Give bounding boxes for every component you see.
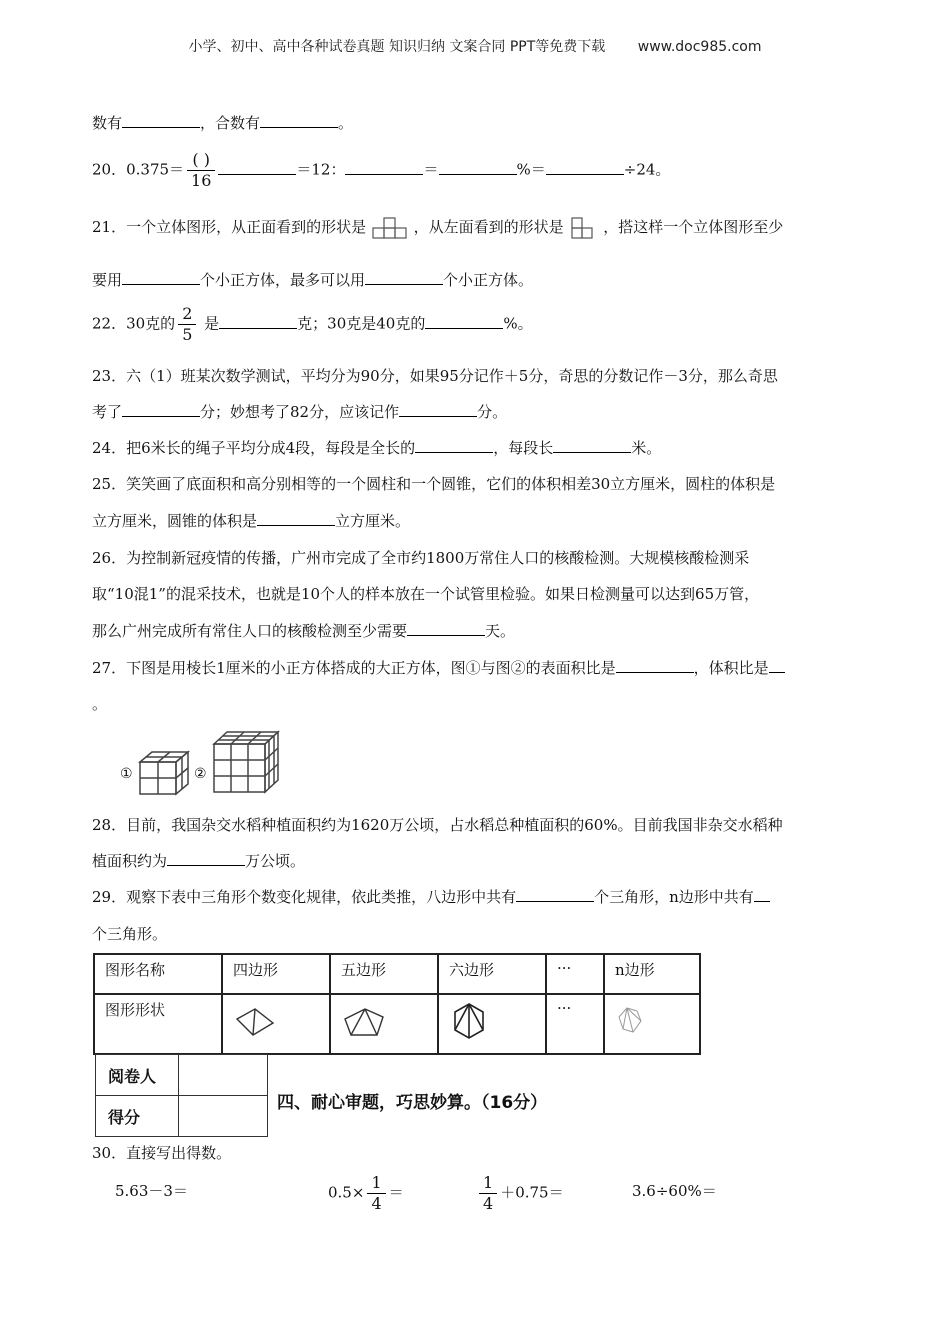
q27-text-c: 。 bbox=[92, 695, 108, 713]
cube-label-1: ① bbox=[120, 766, 133, 782]
q28-blank-1[interactable] bbox=[167, 851, 245, 866]
q21-text-b: ，从左面看到的形状是 bbox=[413, 218, 564, 236]
q29-line-2 bbox=[92, 924, 167, 944]
q22-fraction bbox=[178, 304, 196, 345]
q25-text-c: 立方厘米。 bbox=[335, 512, 411, 530]
table-row bbox=[96, 1055, 268, 1096]
q19-text-a: 数有 bbox=[92, 114, 123, 132]
q25-blank-1[interactable] bbox=[257, 511, 335, 526]
table-cell: ··· bbox=[546, 954, 604, 994]
table-row bbox=[96, 1096, 268, 1137]
table-cell: 六边形 bbox=[438, 954, 546, 994]
calc-3-fraction bbox=[479, 1173, 497, 1214]
q20-blank-3[interactable] bbox=[439, 160, 517, 175]
n-gon-icon bbox=[615, 1005, 645, 1035]
q22-text-b: 是 bbox=[204, 314, 220, 333]
q21-text-d: 要用 bbox=[92, 271, 123, 289]
table-cell bbox=[438, 994, 546, 1054]
grader-score-field[interactable] bbox=[179, 1096, 268, 1137]
q23-text-d: 分。 bbox=[477, 403, 508, 421]
pentagon-icon bbox=[341, 1005, 387, 1039]
q26-line-3 bbox=[92, 621, 515, 641]
q23-text-c: 分；妙想考了82分，应该记作 bbox=[200, 403, 400, 421]
header-site[interactable]: www.doc985.com bbox=[637, 39, 762, 55]
q20-fraction bbox=[187, 150, 215, 191]
front-view-icon bbox=[371, 216, 409, 240]
q28-text-a: 28．目前，我国杂交水稻种植面积约为1620万公顷，占水稻总种植面积的60%。目前我国非杂交水稻种 bbox=[92, 816, 783, 834]
q26-text-c: 那么广州完成所有常住人口的核酸检测至少需要 bbox=[92, 622, 408, 640]
calc-2-text-a: 0.5× bbox=[328, 1183, 365, 1202]
q24-line bbox=[92, 438, 661, 458]
q21-blank-1[interactable] bbox=[122, 270, 200, 285]
q26-text-d: 天。 bbox=[485, 622, 516, 640]
q21-text-c: ，搭这样一个立体图形至少 bbox=[603, 218, 784, 236]
table-cell bbox=[222, 994, 330, 1054]
q20-text-e: ÷24。 bbox=[623, 160, 671, 179]
q27-blank-1[interactable] bbox=[616, 658, 694, 673]
q19-blank-1[interactable] bbox=[122, 113, 200, 128]
q21-line-1 bbox=[92, 216, 783, 240]
table-row bbox=[94, 994, 700, 1054]
q22-text-a: 22．30克的 bbox=[92, 314, 176, 333]
calc-2-fraction bbox=[367, 1173, 385, 1214]
q28-line-1 bbox=[92, 815, 783, 835]
q19-text-c: 。 bbox=[338, 114, 354, 132]
q21-blank-2[interactable] bbox=[365, 270, 443, 285]
q22-text-d: %。 bbox=[503, 314, 533, 333]
q23-line-1 bbox=[92, 366, 778, 386]
table-cell: n边形 bbox=[604, 954, 700, 994]
table-cell bbox=[330, 994, 438, 1054]
q24-text-a: 24．把6米长的绳子平均分成4段，每段是全长的 bbox=[92, 439, 416, 457]
q20-denominator: 16 bbox=[191, 171, 212, 190]
q26-blank-1[interactable] bbox=[407, 621, 485, 636]
q20-text-c: ＝ bbox=[423, 160, 439, 179]
calc-2-numerator: 1 bbox=[367, 1173, 385, 1194]
q21-text-a: 21．一个立体图形，从正面看到的形状是 bbox=[92, 218, 367, 236]
q19-blank-2[interactable] bbox=[260, 113, 338, 128]
calc-2-denominator: 4 bbox=[371, 1194, 382, 1213]
hexagon-icon bbox=[449, 1001, 489, 1041]
calc-3-text-b: ＋0.75＝ bbox=[500, 1183, 564, 1202]
q22-line bbox=[92, 304, 533, 345]
table-cell: 四边形 bbox=[222, 954, 330, 994]
q22-blank-1[interactable] bbox=[219, 314, 297, 329]
q22-numerator: 2 bbox=[178, 304, 196, 325]
q21-text-e: 个小正方体，最多可以用 bbox=[200, 271, 366, 289]
grader-box bbox=[95, 1054, 268, 1137]
q20-blank-1[interactable] bbox=[218, 160, 296, 175]
calc-1: 5.63－3＝ bbox=[115, 1182, 188, 1200]
calc-2-text-b: ＝ bbox=[388, 1183, 404, 1202]
q20-numerator: ( ) bbox=[187, 150, 215, 171]
cube-3x3-icon bbox=[210, 728, 282, 796]
calc-3-denominator: 4 bbox=[483, 1194, 494, 1213]
q25-line-2 bbox=[92, 511, 410, 531]
q22-blank-2[interactable] bbox=[425, 314, 503, 329]
q20-text-a: 20．0.375＝ bbox=[92, 160, 185, 179]
page-header bbox=[0, 36, 950, 56]
section-title: 四、耐心审题，巧思妙算。（16分） bbox=[277, 1093, 548, 1113]
q21-text-f: 个小正方体。 bbox=[443, 271, 534, 289]
q25-line-1 bbox=[92, 474, 775, 494]
q27-line-1 bbox=[92, 658, 785, 678]
q24-text-c: 米。 bbox=[631, 439, 662, 457]
q27-line-2 bbox=[92, 694, 107, 714]
cube-label-2: ② bbox=[194, 766, 207, 782]
q26-line-2 bbox=[92, 584, 759, 604]
q27-blank-2[interactable] bbox=[769, 658, 785, 673]
q26-text-b: 取“10混1”的混采技术，也就是10个人的样本放在一个试管里检验。如果日检测量可以达到65万管， bbox=[92, 585, 760, 603]
grader-label-reviewer: 阅卷人 bbox=[96, 1055, 179, 1096]
calc-3 bbox=[476, 1173, 564, 1214]
q25-text-b: 立方厘米，圆锥的体积是 bbox=[92, 512, 258, 530]
table-cell: 图形名称 bbox=[94, 954, 222, 994]
table-cell: ··· bbox=[546, 994, 604, 1054]
q23-blank-1[interactable] bbox=[122, 402, 200, 417]
q23-blank-2[interactable] bbox=[399, 402, 477, 417]
q19-text-b: ，合数有 bbox=[200, 114, 261, 132]
calc-4: 3.6÷60%＝ bbox=[632, 1182, 717, 1200]
cube-2x2-icon bbox=[136, 748, 192, 798]
q22-denominator: 5 bbox=[182, 325, 193, 344]
q23-line-2 bbox=[92, 402, 507, 422]
q20-blank-2[interactable] bbox=[345, 160, 423, 175]
header-text: 小学、初中、高中各种试卷真题 知识归纳 文案合同 PPT等免费下载 bbox=[188, 39, 606, 55]
polygon-table bbox=[93, 953, 701, 1055]
q30-title: 30．直接写出得数。 bbox=[92, 1144, 232, 1162]
q27-text-a: 27．下图是用棱长1厘米的小正方体搭成的大正方体，图①与图②的表面积比是 bbox=[92, 659, 616, 677]
calc-2 bbox=[328, 1173, 404, 1214]
q29-blank-1[interactable] bbox=[516, 887, 594, 902]
q27-text-b: ，体积比是 bbox=[693, 659, 769, 677]
q22-text-c: 克；30克是40克的 bbox=[297, 314, 426, 333]
q28-line-2 bbox=[92, 851, 305, 871]
table-cell bbox=[604, 994, 700, 1054]
table-row bbox=[94, 954, 700, 994]
left-view-icon bbox=[568, 216, 598, 240]
table-cell: 图形形状 bbox=[94, 994, 222, 1054]
q29-text-b: 个三角形，n边形中共有 bbox=[594, 888, 754, 906]
q19-line bbox=[92, 113, 353, 133]
q29-line-1 bbox=[92, 887, 770, 907]
q20-blank-4[interactable] bbox=[546, 160, 624, 175]
q24-text-b: ，每段长 bbox=[493, 439, 554, 457]
calc-3-numerator: 1 bbox=[479, 1173, 497, 1194]
quadrilateral-icon bbox=[233, 1005, 277, 1039]
q29-blank-2[interactable] bbox=[754, 887, 770, 902]
q26-text-a: 26．为控制新冠疫情的传播，广州市完成了全市约1800万常住人口的核酸检测。大规模核酸检测采 bbox=[92, 549, 750, 567]
q20-text-d: %＝ bbox=[516, 160, 546, 179]
q28-text-c: 万公顷。 bbox=[245, 852, 306, 870]
q20-text-b: ＝12： bbox=[296, 160, 346, 179]
q28-text-b: 植面积约为 bbox=[92, 852, 168, 870]
q23-text-a: 23．六（1）班某次数学测试，平均分为90分，如果95分记作＋5分，奇思的分数记作－3分，那么奇思 bbox=[92, 367, 778, 385]
q21-line-2 bbox=[92, 270, 533, 290]
q26-line-1 bbox=[92, 548, 749, 568]
grader-reviewer-field[interactable] bbox=[179, 1055, 268, 1096]
table-cell: 五边形 bbox=[330, 954, 438, 994]
q29-text-c: 个三角形。 bbox=[92, 925, 168, 943]
q29-text-a: 29．观察下表中三角形个数变化规律，依此类推，八边形中共有 bbox=[92, 888, 517, 906]
grader-label-score: 得分 bbox=[96, 1096, 179, 1137]
q20-line bbox=[92, 150, 670, 191]
q23-text-b: 考了 bbox=[92, 403, 123, 421]
q24-blank-2[interactable] bbox=[553, 438, 631, 453]
q24-blank-1[interactable] bbox=[415, 438, 493, 453]
q25-text-a: 25．笑笑画了底面积和高分别相等的一个圆柱和一个圆锥，它们的体积相差30立方厘米，圆柱的体积是 bbox=[92, 475, 776, 493]
